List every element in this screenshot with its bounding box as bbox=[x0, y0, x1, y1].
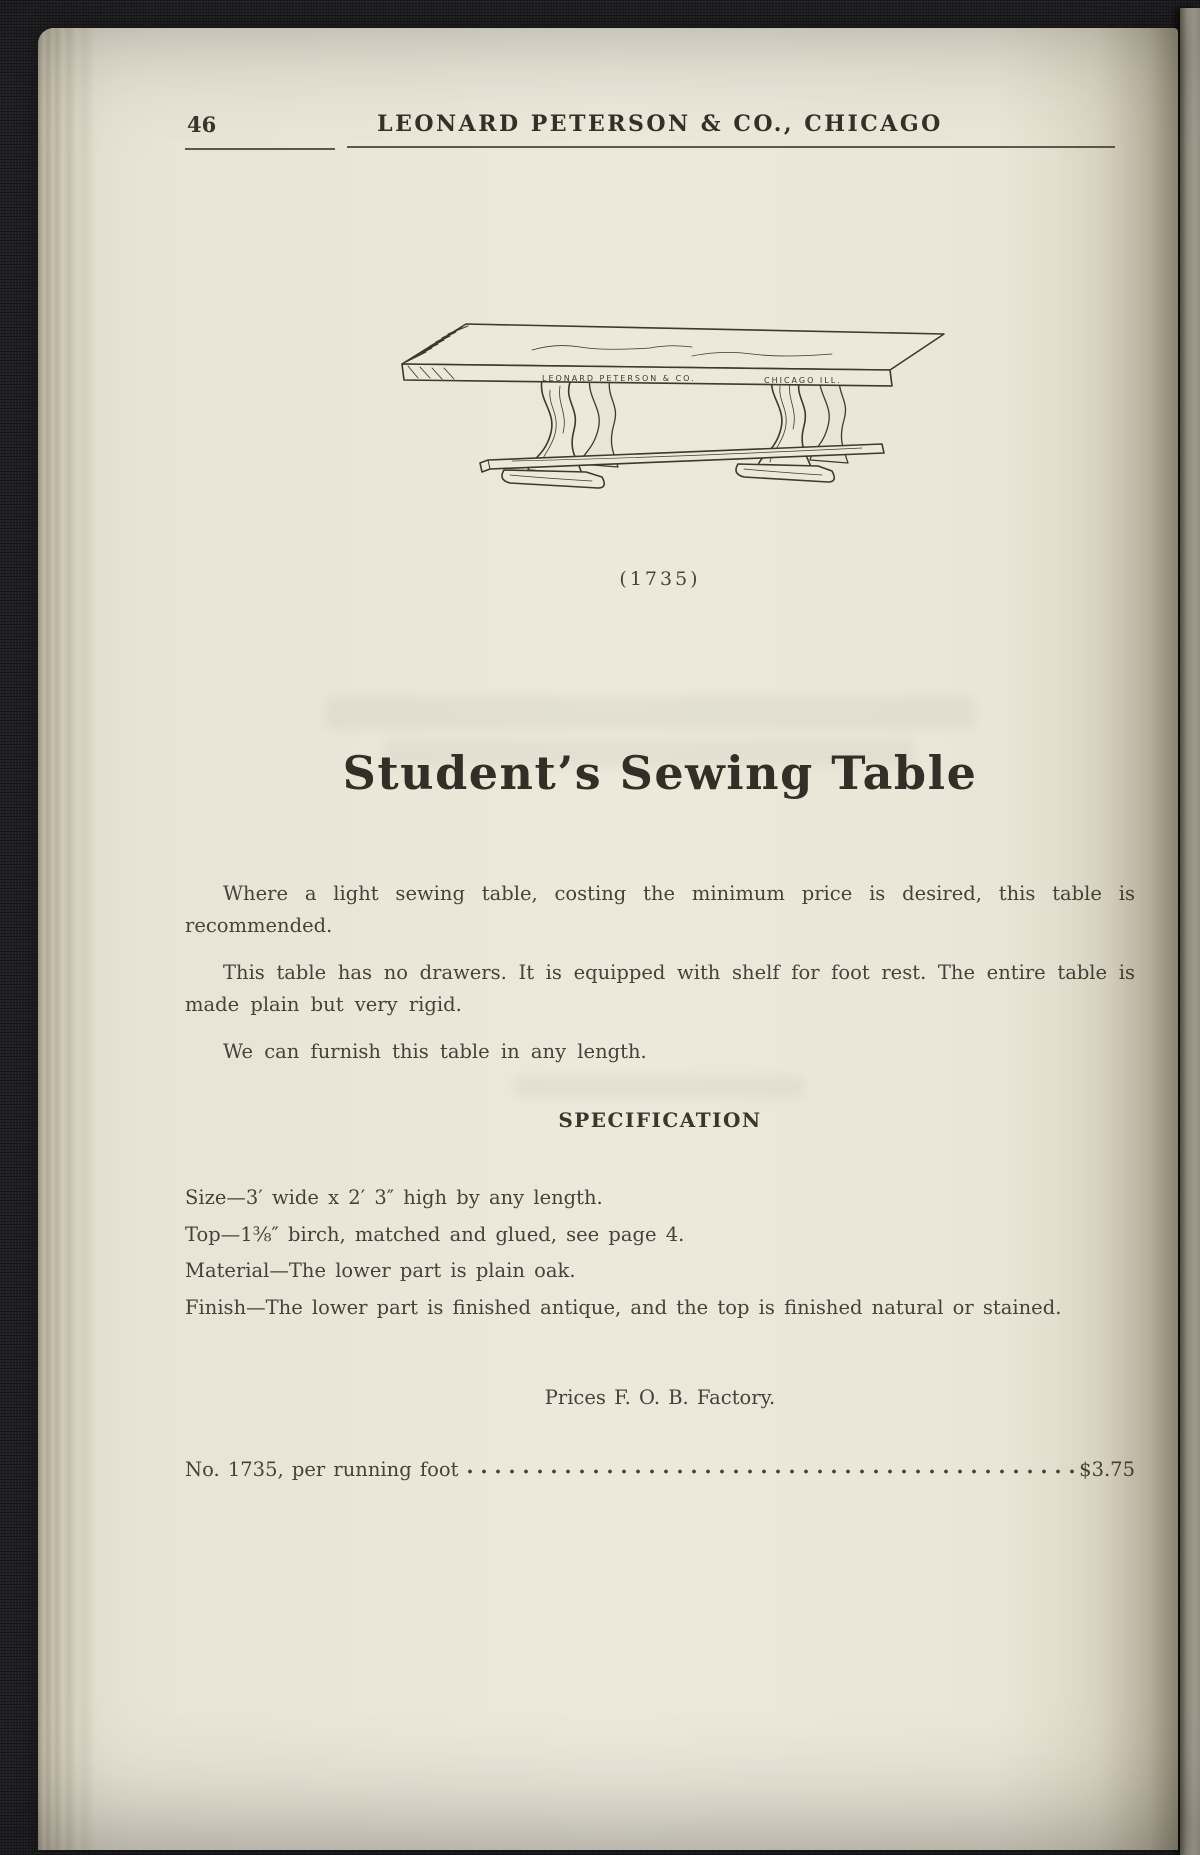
page-number: 46 bbox=[187, 112, 217, 137]
price-value: $3.75 bbox=[1079, 1458, 1135, 1481]
description-paragraphs bbox=[185, 878, 1135, 1083]
spec-size: Size—3′ wide x 2′ 3″ high by any length. bbox=[185, 1186, 603, 1209]
specification-list bbox=[185, 1180, 1135, 1326]
paragraph: Where a light sewing table, costing the minimum price is desired, this table is recommended. bbox=[185, 882, 1135, 937]
paragraph: This table has no drawers. It is equipped with shelf for foot rest. The entire table is made plain but very rigid. bbox=[185, 961, 1135, 1016]
figure-caption: (1735) bbox=[619, 568, 701, 590]
header-rule-main bbox=[347, 146, 1115, 148]
dot-leader bbox=[463, 1458, 1074, 1481]
price-item-label: No. 1735, per running foot bbox=[185, 1458, 459, 1481]
spec-finish: Finish—The lower part is finished antique, and the top is finished natural or stained. bbox=[185, 1295, 1062, 1319]
product-illustration bbox=[185, 310, 1135, 590]
show-through-ghost bbox=[325, 696, 975, 730]
paragraph: We can furnish this table in any length. bbox=[223, 1040, 647, 1063]
page-content bbox=[185, 28, 1135, 1850]
apron-stamp-left: LEONARD PETERSON & CO. bbox=[542, 374, 696, 383]
page-stack-edges bbox=[38, 28, 100, 1850]
header-rule-left bbox=[185, 148, 335, 150]
next-page-edge bbox=[1180, 8, 1200, 1855]
spec-material: Material—The lower part is plain oak. bbox=[185, 1259, 576, 1282]
product-title: Student’s Sewing Table bbox=[342, 746, 978, 800]
catalog-page bbox=[38, 28, 1178, 1850]
specification-heading: SPECIFICATION bbox=[558, 1108, 762, 1132]
running-header: LEONARD PETERSON & CO., CHICAGO bbox=[377, 111, 943, 137]
price-row bbox=[185, 1458, 1135, 1481]
prices-heading: Prices F. O. B. Factory. bbox=[544, 1386, 776, 1409]
apron-stamp-right: CHICAGO ILL. bbox=[764, 376, 842, 385]
sewing-table-drawing bbox=[392, 310, 952, 510]
spec-top: Top—1⅜″ birch, matched and glued, see page 4. bbox=[185, 1222, 685, 1246]
